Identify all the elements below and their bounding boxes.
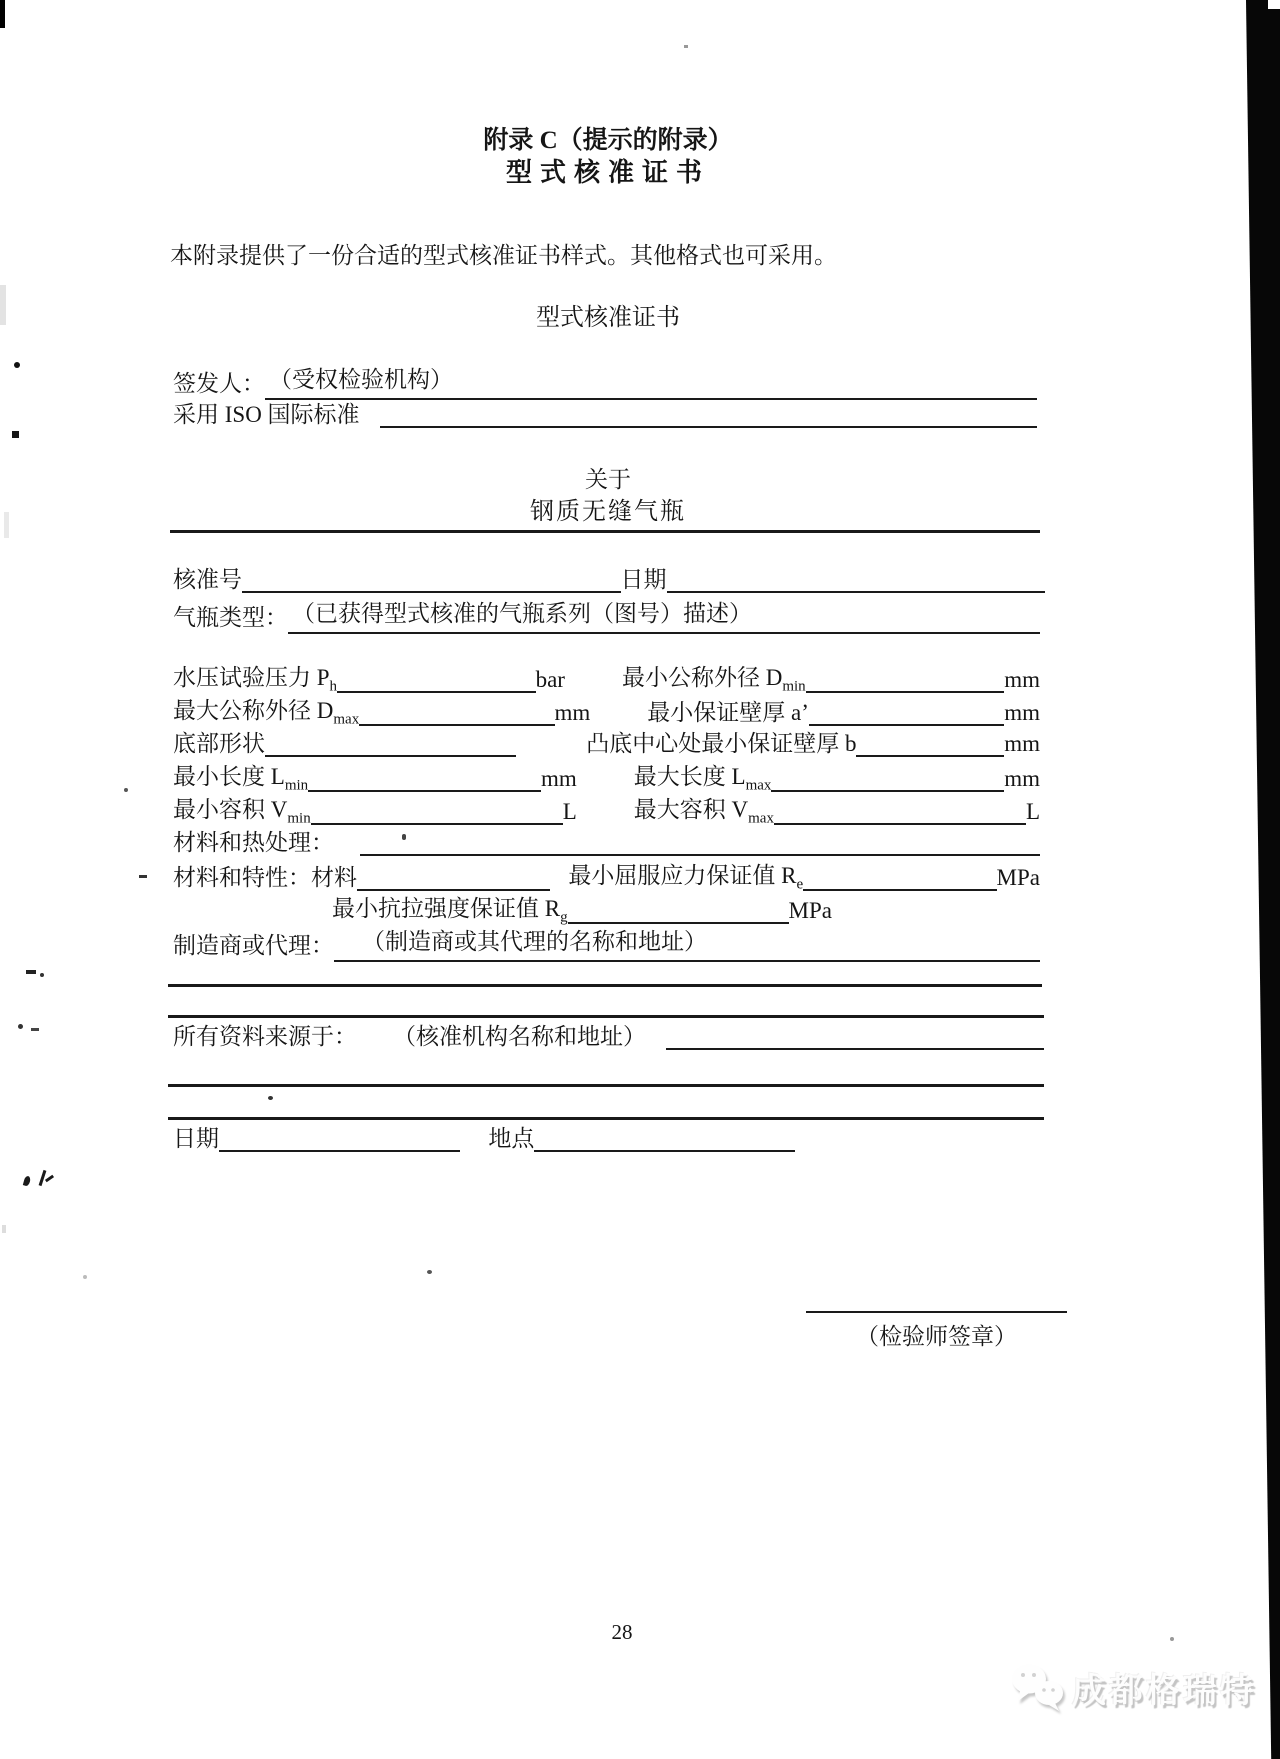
cylinder-type-field xyxy=(288,600,1040,634)
data-source-label: 所有资料来源于： xyxy=(173,1024,357,1049)
tensile-row xyxy=(332,895,832,929)
footer-place-label: 地点 xyxy=(488,1126,535,1151)
max-length-label: 最大长度 $L_{max}$ xyxy=(633,764,772,794)
material-heat-label: 材料和热处理： xyxy=(173,830,334,855)
manufacturer-label: 制造商或代理： xyxy=(173,933,334,958)
scan-speck xyxy=(12,431,19,438)
issuer-row xyxy=(173,366,1037,402)
spec-row-length xyxy=(173,763,1040,797)
manufacturer-hint: （制造商或其代理的名称和地址） xyxy=(362,929,707,954)
manufacturer-row xyxy=(173,928,1040,964)
spec-row-volume xyxy=(173,796,1040,830)
scan-smudge xyxy=(4,512,9,538)
scan-speck xyxy=(268,1096,273,1100)
intro-paragraph: 本附录提供了一份合适的型式核准证书样式。其他格式也可采用。 xyxy=(170,243,837,268)
scan-speck xyxy=(23,1175,31,1186)
scan-speck xyxy=(40,973,44,977)
scan-speck xyxy=(0,0,5,28)
max-outer-dia-label: 最大公称外径 $D_{max}$ xyxy=(173,698,360,728)
yield-label: 最小屈服应力保证值 $R_e$ xyxy=(568,863,804,893)
tensile-unit: MPa xyxy=(788,897,832,923)
scan-speck xyxy=(26,970,36,974)
yield-unit: MPa xyxy=(996,864,1040,890)
divider-line xyxy=(170,530,1040,533)
inspector-signature-caption: （检验师签章） xyxy=(856,1324,1017,1349)
blank-underline xyxy=(568,895,789,924)
approval-no-row xyxy=(173,566,1045,598)
issuer-hint: （受权检验机构） xyxy=(269,367,453,392)
cylinder-type-row xyxy=(173,600,1040,636)
min-volume-unit: L xyxy=(562,798,577,824)
spec-row-pressure-diameter xyxy=(173,664,1040,698)
blank-underline xyxy=(380,401,1037,428)
blank-underline xyxy=(806,664,1005,693)
blank-underline xyxy=(308,763,541,792)
material-props-label: 材料和特性：材料 xyxy=(173,864,357,890)
blank-underline xyxy=(337,664,536,693)
blank-underline xyxy=(360,829,1040,856)
tensile-label: 最小抗拉强度保证值 $R_g$ xyxy=(332,896,568,926)
min-outer-dia-unit: mm xyxy=(1004,666,1041,692)
scan-speck xyxy=(45,1175,54,1183)
scan-speck xyxy=(684,45,688,48)
blank-underline xyxy=(666,1023,1044,1050)
approval-no-label: 核准号 xyxy=(173,567,242,592)
blank-underline xyxy=(265,730,516,757)
blank-underline xyxy=(774,796,1026,825)
watermark-brand: 成都格瑞特 xyxy=(1072,1672,1257,1710)
scan-speck xyxy=(139,875,147,878)
blank-underline xyxy=(809,697,1004,726)
appendix-subheading: 型式核准证书 xyxy=(505,158,710,187)
issuer-label: 签发人： xyxy=(173,371,265,396)
subject-name: 钢质无缝气瓶 xyxy=(530,499,686,525)
issuer-field xyxy=(265,366,1037,400)
scan-edge-notch xyxy=(1268,0,1280,9)
blank-underline xyxy=(219,1125,460,1152)
iso-standard-label: 采用 ISO 国际标准 xyxy=(173,402,360,427)
scan-speck xyxy=(402,834,406,840)
bottom-shape-label: 底部形状 xyxy=(173,731,265,756)
date-place-row xyxy=(173,1125,795,1157)
appendix-heading: 附录 C（提示的附录） xyxy=(483,127,733,154)
certificate-title: 型式核准证书 xyxy=(536,305,680,331)
blank-underline xyxy=(242,566,621,593)
footer-date-label: 日期 xyxy=(173,1126,219,1151)
min-volume-label: 最小容积 $V_{min}$ xyxy=(173,797,311,827)
page-number: 28 xyxy=(611,1620,633,1644)
manufacturer-field xyxy=(334,928,1040,962)
hydro-pressure-unit: bar xyxy=(535,666,565,692)
scan-speck xyxy=(1170,1637,1174,1641)
blank-underline xyxy=(856,730,1004,757)
blank-line xyxy=(168,1015,1044,1018)
min-length-unit: mm xyxy=(540,765,577,791)
min-wall-label: 最小保证壁厚 a’ xyxy=(647,699,809,725)
blank-line xyxy=(168,1117,1044,1120)
scan-edge-shadow xyxy=(1240,0,1280,1759)
subject-prefix: 关于 xyxy=(585,467,631,492)
blank-underline xyxy=(357,862,550,891)
scan-speck xyxy=(427,1270,432,1274)
scan-speck xyxy=(18,1024,23,1029)
inspector-signature-line xyxy=(806,1311,1067,1313)
blank-underline xyxy=(771,763,1004,792)
spec-row-maxdia-minwall xyxy=(173,697,1040,731)
cylinder-type-hint: （已获得型式核准的气瓶系列（图号）描述） xyxy=(292,601,752,626)
watermark xyxy=(1008,1660,1257,1714)
scan-smudge xyxy=(0,285,6,325)
wechat-bubbles-icon xyxy=(1008,1660,1066,1714)
material-heat-row xyxy=(173,829,1040,861)
blank-underline xyxy=(534,1125,795,1152)
blank-line xyxy=(168,1084,1044,1087)
convex-bottom-wall-label: 凸底中心处最小保证壁厚 b xyxy=(586,731,857,756)
iso-standard-row xyxy=(173,401,1037,433)
blank-underline xyxy=(803,862,996,891)
data-source-hint: （核准机构名称和地址） xyxy=(393,1024,646,1049)
scan-speck xyxy=(31,1028,39,1031)
convex-bottom-wall-unit: mm xyxy=(1004,731,1040,756)
blank-line xyxy=(168,984,1042,987)
min-outer-dia-label: 最小公称外径 $D_{min}$ xyxy=(621,665,806,695)
spec-row-bottom-shape xyxy=(173,730,1040,762)
max-outer-dia-unit: mm xyxy=(554,699,591,725)
blank-underline xyxy=(359,697,554,726)
hydro-pressure-label: 水压试验压力 $P_h$ xyxy=(173,665,338,695)
blank-underline xyxy=(311,796,563,825)
max-volume-unit: L xyxy=(1025,798,1041,824)
cylinder-type-label: 气瓶类型： xyxy=(173,605,288,630)
scan-speck xyxy=(14,362,20,368)
data-source-row xyxy=(173,1023,1044,1055)
scan-speck xyxy=(83,1275,87,1279)
max-length-unit: mm xyxy=(1004,765,1041,791)
blank-underline xyxy=(667,566,1046,593)
max-volume-label: 最大容积 $V_{max}$ xyxy=(633,797,774,827)
min-length-label: 最小长度 $L_{min}$ xyxy=(173,764,309,794)
date-label: 日期 xyxy=(620,567,667,592)
min-wall-unit: mm xyxy=(1004,699,1041,725)
material-props-row xyxy=(173,862,1040,896)
scan-speck xyxy=(124,788,128,792)
scan-smudge xyxy=(2,1225,6,1233)
